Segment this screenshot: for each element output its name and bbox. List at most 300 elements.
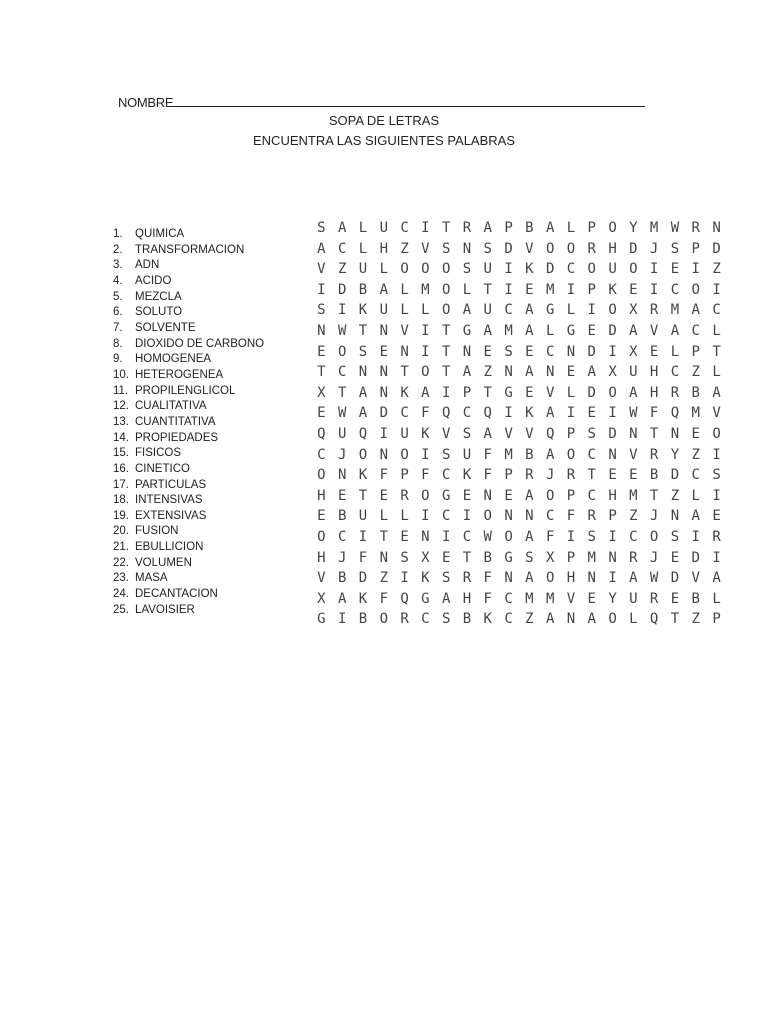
grid-letter[interactable]: A bbox=[525, 570, 534, 587]
grid-letter[interactable]: A bbox=[379, 281, 388, 298]
grid-letter[interactable]: Q bbox=[483, 405, 492, 422]
grid-letter[interactable]: L bbox=[566, 220, 576, 236]
grid-letter[interactable]: W bbox=[670, 220, 680, 236]
grid-letter[interactable]: O bbox=[712, 425, 721, 442]
grid-letter[interactable]: A bbox=[525, 487, 534, 504]
grid-letter[interactable]: I bbox=[608, 528, 617, 545]
grid-letter[interactable]: G bbox=[545, 302, 555, 319]
grid-letter[interactable]: D bbox=[629, 240, 638, 257]
grid-letter[interactable]: S bbox=[504, 343, 513, 360]
grid-letter[interactable]: A bbox=[545, 611, 555, 628]
grid-letter[interactable]: L bbox=[712, 590, 721, 607]
grid-letter[interactable]: S bbox=[587, 528, 596, 545]
grid-letter[interactable]: S bbox=[441, 240, 451, 257]
grid-letter[interactable]: G bbox=[441, 487, 451, 504]
grid-letter[interactable]: D bbox=[712, 240, 721, 257]
grid-letter[interactable]: C bbox=[441, 467, 451, 484]
grid-letter[interactable]: X bbox=[608, 364, 617, 381]
grid-letter[interactable]: P bbox=[504, 467, 513, 484]
grid-letter[interactable]: H bbox=[462, 590, 472, 607]
grid-letter[interactable]: E bbox=[441, 549, 451, 566]
grid-letter[interactable]: J bbox=[337, 549, 347, 566]
grid-letter[interactable]: U bbox=[379, 220, 388, 236]
grid-letter[interactable]: T bbox=[670, 611, 680, 628]
grid-letter[interactable]: N bbox=[483, 487, 492, 504]
grid-letter[interactable]: R bbox=[587, 508, 596, 525]
grid-letter[interactable]: I bbox=[441, 528, 451, 545]
grid-letter[interactable]: K bbox=[358, 467, 368, 484]
grid-letter[interactable]: N bbox=[462, 240, 472, 257]
grid-letter[interactable]: V bbox=[525, 425, 534, 442]
grid-letter[interactable]: M bbox=[545, 590, 555, 607]
grid-letter[interactable]: L bbox=[421, 302, 430, 319]
grid-letter[interactable]: D bbox=[337, 281, 347, 298]
grid-letter[interactable]: F bbox=[358, 549, 368, 566]
grid-letter[interactable]: A bbox=[358, 384, 368, 401]
grid-letter[interactable]: E bbox=[587, 405, 596, 422]
grid-letter[interactable]: U bbox=[379, 302, 388, 319]
grid-letter[interactable]: B bbox=[462, 611, 472, 628]
grid-letter[interactable]: Z bbox=[691, 446, 700, 463]
grid-letter[interactable]: E bbox=[504, 487, 513, 504]
grid-letter[interactable]: O bbox=[566, 240, 576, 257]
grid-letter[interactable]: Z bbox=[712, 261, 721, 278]
grid-letter[interactable]: E bbox=[608, 467, 617, 484]
grid-letter[interactable]: I bbox=[421, 446, 430, 463]
grid-letter[interactable]: E bbox=[587, 590, 596, 607]
grid-letter[interactable]: J bbox=[545, 467, 555, 484]
grid-letter[interactable]: F bbox=[483, 446, 492, 463]
grid-letter[interactable]: S bbox=[587, 425, 596, 442]
grid-letter[interactable]: R bbox=[629, 549, 638, 566]
grid-letter[interactable]: I bbox=[441, 384, 451, 401]
grid-letter[interactable]: C bbox=[400, 220, 409, 236]
grid-letter[interactable]: L bbox=[400, 302, 409, 319]
grid-letter[interactable]: D bbox=[608, 322, 617, 339]
grid-letter[interactable]: K bbox=[462, 467, 472, 484]
grid-letter[interactable]: A bbox=[337, 590, 347, 607]
grid-letter[interactable]: O bbox=[587, 261, 596, 278]
grid-letter[interactable]: F bbox=[379, 467, 388, 484]
grid-letter[interactable]: I bbox=[400, 570, 409, 587]
grid-letter[interactable]: N bbox=[379, 549, 388, 566]
grid-letter[interactable]: N bbox=[566, 611, 576, 628]
grid-letter[interactable]: B bbox=[525, 446, 534, 463]
grid-letter[interactable]: F bbox=[649, 405, 659, 422]
grid-letter[interactable]: I bbox=[649, 281, 659, 298]
grid-letter[interactable]: T bbox=[358, 322, 368, 339]
grid-letter[interactable]: C bbox=[421, 611, 430, 628]
grid-letter[interactable]: E bbox=[629, 281, 638, 298]
grid-letter[interactable]: D bbox=[358, 570, 368, 587]
grid-letter[interactable]: I bbox=[317, 281, 326, 298]
grid-letter[interactable]: N bbox=[629, 425, 638, 442]
grid-letter[interactable]: A bbox=[317, 240, 326, 257]
grid-letter[interactable]: I bbox=[712, 549, 721, 566]
grid-letter[interactable]: L bbox=[462, 281, 472, 298]
grid-letter[interactable]: E bbox=[691, 425, 700, 442]
grid-letter[interactable]: T bbox=[337, 384, 347, 401]
grid-letter[interactable]: R bbox=[462, 570, 472, 587]
grid-letter[interactable]: L bbox=[670, 343, 680, 360]
grid-letter[interactable]: S bbox=[670, 240, 680, 257]
grid-letter[interactable]: C bbox=[691, 467, 700, 484]
grid-letter[interactable]: H bbox=[566, 570, 576, 587]
grid-letter[interactable]: V bbox=[421, 240, 430, 257]
grid-letter[interactable]: N bbox=[670, 508, 680, 525]
grid-letter[interactable]: V bbox=[441, 425, 451, 442]
grid-letter[interactable]: C bbox=[587, 487, 596, 504]
grid-letter[interactable]: M bbox=[649, 220, 659, 236]
grid-letter[interactable]: U bbox=[337, 425, 347, 442]
grid-letter[interactable]: E bbox=[712, 508, 721, 525]
grid-letter[interactable]: Z bbox=[379, 570, 388, 587]
grid-letter[interactable]: Q bbox=[317, 425, 326, 442]
grid-letter[interactable]: A bbox=[691, 508, 700, 525]
grid-letter[interactable]: A bbox=[691, 302, 700, 319]
grid-letter[interactable]: O bbox=[629, 261, 638, 278]
grid-letter[interactable]: K bbox=[358, 590, 368, 607]
grid-letter[interactable]: O bbox=[545, 570, 555, 587]
grid-letter[interactable]: C bbox=[462, 405, 472, 422]
grid-letter[interactable]: M bbox=[670, 302, 680, 319]
grid-letter[interactable]: N bbox=[337, 467, 347, 484]
name-field[interactable] bbox=[118, 94, 645, 110]
grid-letter[interactable]: O bbox=[337, 343, 347, 360]
grid-letter[interactable]: R bbox=[712, 528, 721, 545]
grid-letter[interactable]: L bbox=[400, 508, 409, 525]
grid-letter[interactable]: K bbox=[608, 281, 617, 298]
grid-letter[interactable]: A bbox=[483, 220, 492, 236]
grid-letter[interactable]: A bbox=[462, 302, 472, 319]
grid-letter[interactable]: P bbox=[400, 467, 409, 484]
grid-letter[interactable]: S bbox=[712, 467, 721, 484]
grid-letter[interactable]: L bbox=[566, 384, 576, 401]
grid-letter[interactable]: V bbox=[691, 570, 700, 587]
grid-letter[interactable]: A bbox=[545, 220, 555, 236]
grid-letter[interactable]: V bbox=[649, 322, 659, 339]
grid-letter[interactable]: I bbox=[691, 528, 700, 545]
grid-letter[interactable]: I bbox=[608, 570, 617, 587]
grid-letter[interactable]: Q bbox=[358, 425, 368, 442]
grid-letter[interactable]: L bbox=[400, 281, 409, 298]
grid-letter[interactable]: K bbox=[358, 302, 368, 319]
grid-letter[interactable]: C bbox=[670, 364, 680, 381]
grid-letter[interactable]: R bbox=[566, 467, 576, 484]
grid-letter[interactable]: T bbox=[400, 364, 409, 381]
grid-letter[interactable]: C bbox=[337, 240, 347, 257]
grid-letter[interactable]: C bbox=[337, 528, 347, 545]
grid-letter[interactable]: D bbox=[608, 425, 617, 442]
grid-letter[interactable]: R bbox=[691, 220, 700, 236]
grid-letter[interactable]: E bbox=[317, 508, 326, 525]
grid-letter[interactable]: K bbox=[400, 384, 409, 401]
grid-letter[interactable]: E bbox=[317, 405, 326, 422]
grid-letter[interactable]: H bbox=[317, 487, 326, 504]
grid-letter[interactable]: A bbox=[525, 322, 534, 339]
grid-letter[interactable]: E bbox=[525, 384, 534, 401]
grid-letter[interactable]: R bbox=[462, 220, 472, 236]
grid-letter[interactable]: J bbox=[649, 549, 659, 566]
grid-letter[interactable]: C bbox=[462, 528, 472, 545]
grid-letter[interactable]: I bbox=[379, 425, 388, 442]
grid-letter[interactable]: R bbox=[649, 590, 659, 607]
grid-letter[interactable]: I bbox=[608, 405, 617, 422]
grid-letter[interactable]: E bbox=[587, 322, 596, 339]
grid-letter[interactable]: C bbox=[670, 281, 680, 298]
grid-letter[interactable]: Z bbox=[400, 240, 409, 257]
grid-letter[interactable]: G bbox=[317, 611, 326, 628]
grid-letter[interactable]: X bbox=[545, 549, 555, 566]
grid-letter[interactable]: E bbox=[400, 528, 409, 545]
grid-letter[interactable]: L bbox=[379, 508, 388, 525]
grid-letter[interactable]: R bbox=[400, 487, 409, 504]
grid-letter[interactable]: G bbox=[504, 384, 513, 401]
grid-letter[interactable]: K bbox=[483, 611, 492, 628]
grid-letter[interactable]: B bbox=[358, 281, 368, 298]
grid-letter[interactable]: I bbox=[712, 487, 721, 504]
grid-letter[interactable]: I bbox=[337, 302, 347, 319]
grid-letter[interactable]: O bbox=[441, 261, 451, 278]
grid-letter[interactable]: A bbox=[712, 570, 721, 587]
grid-letter[interactable]: H bbox=[608, 240, 617, 257]
grid-letter[interactable]: P bbox=[504, 220, 513, 236]
grid-letter[interactable]: T bbox=[483, 384, 492, 401]
grid-letter[interactable]: C bbox=[545, 508, 555, 525]
grid-letter[interactable]: A bbox=[670, 322, 680, 339]
grid-letter[interactable]: M bbox=[525, 590, 534, 607]
grid-letter[interactable]: C bbox=[545, 343, 555, 360]
grid-letter[interactable]: N bbox=[462, 343, 472, 360]
grid-letter[interactable]: W bbox=[629, 405, 638, 422]
grid-letter[interactable]: F bbox=[421, 467, 430, 484]
grid-letter[interactable]: S bbox=[525, 549, 534, 566]
grid-letter[interactable]: P bbox=[608, 508, 617, 525]
grid-letter[interactable]: K bbox=[525, 261, 534, 278]
grid-letter[interactable]: A bbox=[545, 405, 555, 422]
grid-letter[interactable]: U bbox=[483, 302, 492, 319]
grid-letter[interactable]: B bbox=[691, 590, 700, 607]
grid-letter[interactable]: J bbox=[337, 446, 347, 463]
grid-letter[interactable]: L bbox=[712, 322, 721, 339]
grid-letter[interactable]: C bbox=[629, 528, 638, 545]
grid-letter[interactable]: A bbox=[337, 220, 347, 236]
grid-letter[interactable]: U bbox=[400, 425, 409, 442]
grid-letter[interactable]: F bbox=[566, 508, 576, 525]
grid-letter[interactable]: D bbox=[587, 343, 596, 360]
grid-letter[interactable]: Q bbox=[649, 611, 659, 628]
grid-letter[interactable]: X bbox=[317, 590, 326, 607]
grid-letter[interactable]: R bbox=[649, 446, 659, 463]
grid-letter[interactable]: T bbox=[649, 487, 659, 504]
grid-letter[interactable]: S bbox=[462, 425, 472, 442]
grid-letter[interactable]: A bbox=[587, 611, 596, 628]
grid-letter[interactable]: R bbox=[587, 240, 596, 257]
grid-letter[interactable]: N bbox=[525, 508, 534, 525]
grid-letter[interactable]: I bbox=[504, 405, 513, 422]
grid-letter[interactable]: Z bbox=[691, 611, 700, 628]
grid-letter[interactable]: D bbox=[545, 261, 555, 278]
grid-letter[interactable]: L bbox=[629, 611, 638, 628]
grid-letter[interactable]: N bbox=[608, 549, 617, 566]
grid-letter[interactable]: O bbox=[608, 384, 617, 401]
grid-letter[interactable]: S bbox=[441, 446, 451, 463]
grid-letter[interactable]: A bbox=[545, 446, 555, 463]
grid-letter[interactable]: Q bbox=[400, 590, 409, 607]
grid-letter[interactable]: O bbox=[545, 240, 555, 257]
grid-letter[interactable]: U bbox=[483, 261, 492, 278]
grid-letter[interactable]: I bbox=[504, 281, 513, 298]
grid-letter[interactable]: I bbox=[421, 343, 430, 360]
grid-letter[interactable]: E bbox=[379, 487, 388, 504]
grid-letter[interactable]: V bbox=[400, 322, 409, 339]
grid-letter[interactable]: O bbox=[317, 467, 326, 484]
grid-letter[interactable]: Y bbox=[608, 590, 617, 607]
grid-letter[interactable]: N bbox=[379, 322, 388, 339]
grid-letter[interactable]: Q bbox=[441, 405, 451, 422]
grid-letter[interactable]: U bbox=[629, 364, 638, 381]
grid-letter[interactable]: J bbox=[649, 240, 659, 257]
grid-letter[interactable]: L bbox=[545, 322, 555, 339]
grid-letter[interactable]: I bbox=[712, 446, 721, 463]
grid-letter[interactable]: G bbox=[462, 322, 472, 339]
grid-letter[interactable]: O bbox=[483, 508, 492, 525]
grid-letter[interactable]: S bbox=[441, 570, 451, 587]
grid-letter[interactable]: Z bbox=[670, 487, 680, 504]
grid-letter[interactable]: V bbox=[525, 240, 534, 257]
grid-letter[interactable]: C bbox=[566, 261, 576, 278]
grid-letter[interactable]: K bbox=[421, 570, 430, 587]
grid-letter[interactable]: N bbox=[587, 570, 596, 587]
grid-letter[interactable]: I bbox=[566, 528, 576, 545]
grid-letter[interactable]: A bbox=[587, 364, 596, 381]
grid-letter[interactable]: B bbox=[649, 467, 659, 484]
grid-letter[interactable]: T bbox=[441, 343, 451, 360]
grid-letter[interactable]: M bbox=[629, 487, 638, 504]
grid-letter[interactable]: O bbox=[421, 261, 430, 278]
grid-letter[interactable]: E bbox=[525, 343, 534, 360]
grid-letter[interactable]: O bbox=[400, 261, 409, 278]
grid-letter[interactable]: D bbox=[670, 467, 680, 484]
grid-letter[interactable]: Q bbox=[545, 425, 555, 442]
grid-letter[interactable]: N bbox=[317, 322, 326, 339]
grid-letter[interactable]: N bbox=[712, 220, 721, 236]
grid-letter[interactable]: I bbox=[691, 261, 700, 278]
grid-letter[interactable]: I bbox=[587, 302, 596, 319]
grid-letter[interactable]: C bbox=[317, 446, 326, 463]
grid-letter[interactable]: T bbox=[462, 549, 472, 566]
grid-letter[interactable]: Z bbox=[337, 261, 347, 278]
grid-letter[interactable]: S bbox=[670, 528, 680, 545]
grid-letter[interactable]: N bbox=[608, 446, 617, 463]
grid-letter[interactable]: W bbox=[483, 528, 492, 545]
grid-letter[interactable]: W bbox=[337, 405, 347, 422]
grid-letter[interactable]: O bbox=[421, 487, 430, 504]
grid-letter[interactable]: I bbox=[421, 508, 430, 525]
grid-letter[interactable]: P bbox=[566, 425, 576, 442]
grid-letter[interactable]: P bbox=[712, 611, 721, 628]
grid-letter[interactable]: X bbox=[629, 302, 638, 319]
grid-letter[interactable]: E bbox=[670, 590, 680, 607]
grid-letter[interactable]: D bbox=[587, 384, 596, 401]
grid-letter[interactable]: E bbox=[670, 549, 680, 566]
grid-letter[interactable]: E bbox=[566, 364, 576, 381]
grid-letter[interactable]: P bbox=[462, 384, 472, 401]
grid-letter[interactable]: F bbox=[483, 570, 492, 587]
grid-letter[interactable]: H bbox=[379, 240, 388, 257]
grid-letter[interactable]: A bbox=[421, 384, 430, 401]
grid-letter[interactable]: P bbox=[587, 220, 596, 236]
grid-letter[interactable]: L bbox=[566, 302, 576, 319]
grid-letter[interactable]: N bbox=[504, 508, 513, 525]
grid-letter[interactable]: O bbox=[608, 302, 617, 319]
grid-letter[interactable]: I bbox=[462, 508, 472, 525]
grid-letter[interactable]: H bbox=[649, 364, 659, 381]
grid-letter[interactable]: R bbox=[670, 384, 680, 401]
grid-letter[interactable]: A bbox=[483, 425, 492, 442]
grid-letter[interactable]: S bbox=[462, 261, 472, 278]
grid-letter[interactable]: I bbox=[712, 281, 721, 298]
grid-letter[interactable]: O bbox=[504, 528, 513, 545]
grid-letter[interactable]: Z bbox=[629, 508, 638, 525]
grid-letter[interactable]: V bbox=[629, 446, 638, 463]
grid-letter[interactable]: B bbox=[337, 570, 347, 587]
grid-letter[interactable]: E bbox=[337, 487, 347, 504]
grid-letter[interactable]: O bbox=[441, 281, 451, 298]
grid-letter[interactable]: V bbox=[545, 384, 555, 401]
grid-letter[interactable]: T bbox=[649, 425, 659, 442]
grid-letter[interactable]: K bbox=[421, 425, 430, 442]
grid-letter[interactable]: B bbox=[358, 611, 368, 628]
grid-letter[interactable]: O bbox=[358, 446, 368, 463]
grid-letter[interactable]: R bbox=[400, 611, 409, 628]
grid-letter[interactable]: J bbox=[649, 508, 659, 525]
grid-letter[interactable]: N bbox=[400, 343, 409, 360]
grid-letter[interactable]: U bbox=[608, 261, 617, 278]
grid-letter[interactable]: E bbox=[649, 343, 659, 360]
grid-letter[interactable]: E bbox=[317, 343, 326, 360]
grid-letter[interactable]: I bbox=[421, 322, 430, 339]
grid-letter[interactable]: H bbox=[649, 384, 659, 401]
grid-letter[interactable]: O bbox=[441, 302, 451, 319]
grid-letter[interactable]: K bbox=[525, 405, 534, 422]
grid-letter[interactable]: O bbox=[608, 611, 617, 628]
grid-letter[interactable]: F bbox=[483, 467, 492, 484]
grid-letter[interactable]: I bbox=[566, 405, 576, 422]
grid-letter[interactable]: Y bbox=[670, 446, 680, 463]
grid-letter[interactable]: T bbox=[441, 322, 451, 339]
grid-letter[interactable]: T bbox=[712, 343, 721, 360]
grid-letter[interactable]: W bbox=[337, 322, 347, 339]
grid-letter[interactable]: W bbox=[649, 570, 659, 587]
grid-letter[interactable]: I bbox=[608, 343, 617, 360]
grid-letter[interactable]: O bbox=[421, 364, 430, 381]
grid-letter[interactable]: T bbox=[441, 364, 451, 381]
grid-letter[interactable]: U bbox=[462, 446, 472, 463]
grid-letter[interactable]: U bbox=[629, 590, 638, 607]
grid-letter[interactable]: C bbox=[504, 302, 513, 319]
grid-letter[interactable]: C bbox=[400, 405, 409, 422]
grid-letter[interactable]: G bbox=[566, 322, 576, 339]
grid-letter[interactable]: N bbox=[379, 384, 388, 401]
grid-letter[interactable]: S bbox=[358, 343, 368, 360]
grid-letter[interactable]: R bbox=[525, 467, 534, 484]
grid-letter[interactable]: N bbox=[421, 528, 430, 545]
grid-letter[interactable]: L bbox=[358, 220, 368, 236]
grid-letter[interactable]: N bbox=[379, 446, 388, 463]
grid-letter[interactable]: E bbox=[629, 467, 638, 484]
grid-letter[interactable]: O bbox=[400, 446, 409, 463]
